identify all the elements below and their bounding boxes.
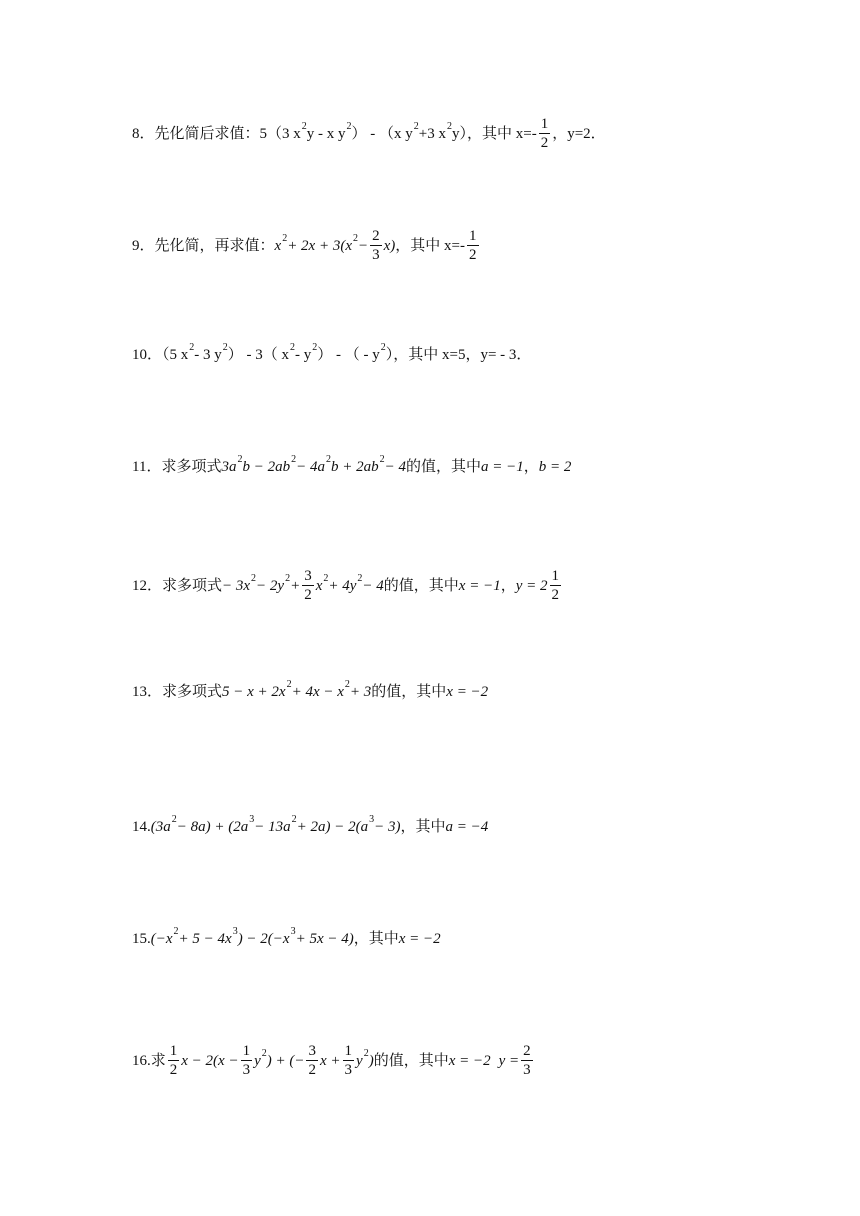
exponent: 2	[290, 342, 296, 353]
p12-text-a: 12．求多项式	[132, 577, 223, 594]
exponent: 2	[261, 1047, 267, 1059]
p15-text-a: 15.	[132, 931, 151, 947]
p16-math-c: y	[254, 1052, 261, 1069]
p10-text-c: ） - 3（ x	[227, 347, 290, 363]
fraction-denominator: 2	[469, 247, 477, 263]
p16-text-h: 的值，其中	[373, 1052, 449, 1069]
p16-math-g: )	[368, 1052, 374, 1069]
p14-math-d: − 13a	[254, 819, 291, 835]
p15-text-f: ，其中	[353, 931, 399, 947]
p9-text-a: 9．先化简，再求值：	[132, 237, 275, 254]
p11-math-e: b + 2ab	[330, 459, 379, 475]
p13-math-d: + 3	[349, 684, 372, 700]
exponent: 2	[173, 926, 179, 937]
p16-math-b: x − 2(x −	[181, 1052, 239, 1069]
p16-math-j: y =	[498, 1052, 520, 1069]
fraction-numerator: 1	[540, 116, 549, 132]
p11-math-j: b = 2	[538, 459, 572, 475]
exponent: 2	[353, 232, 358, 244]
p13-math-f: x = −2	[446, 684, 489, 700]
exponent: 3	[290, 926, 296, 937]
p8-text-f: ，y=2．	[552, 125, 606, 142]
exponent: 2	[171, 814, 177, 825]
p9-text-f: ，其中 x=-	[395, 237, 465, 254]
p11-text-i: ，	[523, 459, 539, 475]
exponent: 3	[249, 814, 255, 825]
p16-text-a: 16.求	[132, 1052, 166, 1069]
exponent: 2	[357, 572, 363, 584]
exponent: 2	[344, 679, 350, 690]
p11-text-g: 的值，其中	[405, 459, 481, 475]
problem-10	[132, 342, 532, 365]
fraction-denominator: 3	[372, 247, 380, 263]
p10-text-a: 10．（5 x	[132, 347, 189, 363]
exponent: 2	[446, 120, 452, 132]
fraction-numerator: 3	[308, 1043, 316, 1059]
p11-math-h: a = −1	[480, 459, 524, 475]
p9-math-b: x	[274, 237, 282, 254]
exponent: 2	[363, 1047, 369, 1059]
p15-math-c: + 5 − 4x	[178, 931, 232, 947]
exponent: 2	[291, 814, 297, 825]
fraction-denominator: 2	[169, 1062, 178, 1078]
p12-math-d: +	[290, 577, 301, 594]
p8-text-a: 8．先化简后求值：5（3 x	[132, 125, 301, 142]
p10-text-b: - 3 y	[194, 347, 222, 363]
p11-math-f: − 4	[384, 459, 406, 475]
p14-math-b: (3a	[150, 819, 171, 835]
exponent: 2	[291, 454, 297, 465]
p12-text-j: ，	[500, 577, 516, 594]
p13-math-b: 5 − x + 2x	[222, 684, 286, 700]
fraction-numerator: 1	[551, 568, 559, 584]
exponent: 2	[222, 342, 228, 353]
exponent: 2	[237, 454, 243, 465]
fraction-denominator: 2	[308, 1062, 316, 1078]
p10-text-e: ） - （ - y	[317, 347, 380, 363]
fraction-numerator: 1	[242, 1043, 251, 1059]
problem-8	[132, 115, 606, 152]
p11-math-d: − 4a	[296, 459, 325, 475]
fraction-denominator: 3	[523, 1062, 531, 1078]
p13-text-e: 的值，其中	[371, 684, 447, 700]
p8-text-e: y），其中 x=-	[451, 125, 537, 142]
fraction-numerator: 2	[372, 228, 380, 244]
p15-math-e: + 5x − 4)	[295, 931, 354, 947]
p14-math-e: + 2a) − 2(a	[296, 819, 369, 835]
problem-11	[132, 454, 572, 477]
p11-math-c: b − 2ab	[242, 459, 291, 475]
exponent: 2	[379, 454, 385, 465]
problem-12	[132, 567, 563, 604]
exponent: 2	[282, 232, 288, 244]
problem-13	[132, 679, 489, 702]
exponent: 3	[232, 926, 238, 937]
p8-text-d: +3 x	[418, 125, 446, 142]
p12-math-i: x = −1	[458, 577, 501, 594]
fraction-numerator: 1	[469, 228, 477, 244]
exponent: 2	[312, 342, 318, 353]
exponent: 2	[301, 120, 307, 132]
fraction-denominator: 3	[242, 1062, 251, 1078]
p9-math-c: + 2x + 3(x	[287, 237, 352, 254]
p14-text-a: 14.	[132, 819, 151, 835]
fraction	[550, 567, 562, 604]
fraction	[539, 115, 551, 152]
fraction	[343, 1042, 355, 1079]
p12-math-g: − 4	[362, 577, 384, 594]
p15-math-g: x = −2	[398, 931, 441, 947]
p12-math-c: − 2y	[256, 577, 285, 594]
p14-math-c: − 8a) + (2a	[176, 819, 249, 835]
exponent: 3	[369, 814, 375, 825]
fraction	[306, 1042, 318, 1079]
fraction-denominator: 2	[551, 587, 559, 603]
exponent: 2	[325, 454, 331, 465]
p11-text-a: 11．求多项式	[132, 459, 222, 475]
p10-text-d: - y	[295, 347, 312, 363]
exponent: 2	[286, 679, 292, 690]
exponent: 2	[323, 572, 329, 584]
p12-text-h: 的值，其中	[383, 577, 459, 594]
exponent: 2	[285, 572, 291, 584]
exponent: 2	[251, 572, 257, 584]
fraction-numerator: 1	[344, 1043, 353, 1059]
problem-15	[132, 926, 441, 949]
problem-16	[132, 1042, 535, 1079]
p12-math-e: x	[315, 577, 323, 594]
fraction-denominator: 2	[540, 135, 549, 151]
fraction-denominator: 3	[344, 1062, 353, 1078]
p16-math-i: x = −2	[448, 1052, 491, 1069]
p10-text-f: ），其中 x=5，y= - 3．	[385, 347, 532, 363]
p12-math-k: y = 2	[515, 577, 548, 594]
fraction	[521, 1042, 533, 1079]
fraction	[370, 227, 382, 264]
p8-text-c: ） - （x y	[351, 125, 413, 142]
p16-math-d: ) + (−	[266, 1052, 305, 1069]
p14-text-g: ，其中	[400, 819, 446, 835]
fraction-numerator: 1	[169, 1043, 178, 1059]
p12-math-f: + 4y	[328, 577, 357, 594]
problem-9	[132, 227, 481, 264]
p14-math-f: − 3)	[374, 819, 401, 835]
fraction	[241, 1042, 253, 1079]
p9-math-e: x)	[383, 237, 396, 254]
fraction	[467, 227, 479, 264]
exponent: 2	[413, 120, 419, 132]
p11-math-b: 3a	[221, 459, 237, 475]
fraction	[302, 567, 314, 604]
fraction-numerator: 2	[523, 1043, 531, 1059]
p13-math-c: + 4x − x	[291, 684, 344, 700]
exponent: 2	[346, 120, 352, 132]
p16-math-e: x +	[319, 1052, 341, 1069]
exponent: 2	[189, 342, 195, 353]
fraction	[168, 1042, 180, 1079]
p9-math-d: −	[358, 237, 369, 254]
p13-text-a: 13．求多项式	[132, 684, 223, 700]
p16-math-f: y	[356, 1052, 363, 1069]
p15-math-d: ) − 2(−x	[237, 931, 290, 947]
problem-14	[132, 814, 489, 837]
p14-math-h: a = −4	[445, 819, 489, 835]
exponent: 2	[380, 342, 386, 353]
p15-math-b: (−x	[150, 931, 173, 947]
p8-text-b: y - x y	[306, 125, 346, 142]
p12-math-b: − 3x	[222, 577, 251, 594]
fraction-numerator: 3	[304, 568, 312, 584]
fraction-denominator: 2	[304, 587, 312, 603]
